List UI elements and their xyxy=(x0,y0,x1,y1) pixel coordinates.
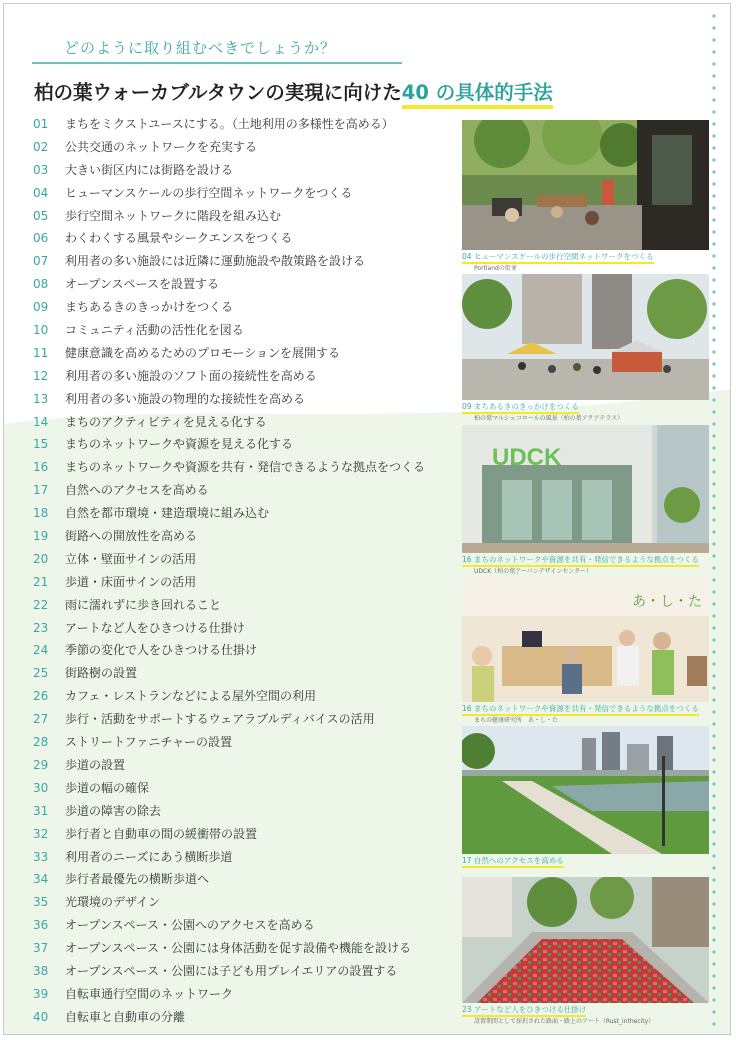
method-item xyxy=(33,708,458,731)
method-list xyxy=(33,113,458,1029)
method-item xyxy=(33,594,458,617)
method-item xyxy=(33,937,458,960)
method-text: 大きい街区内には街路を設ける xyxy=(65,162,234,177)
method-text: 歩行者最優先の横断歩道へ xyxy=(65,872,210,887)
method-item xyxy=(33,983,458,1006)
title-highlight: 40 の具体的手法 xyxy=(402,81,553,109)
method-number: 38 xyxy=(33,963,49,978)
udck-sign: UDCK xyxy=(492,444,562,471)
method-text: アートなど人をひきつける仕掛け xyxy=(65,620,245,635)
method-item xyxy=(33,754,458,777)
method-text: 歩道の設置 xyxy=(65,757,126,772)
photo-caption-4: 16 まちのネットワークや資源を共有・発信できるような拠点をつくる まちの健康研究所 あ・し・た xyxy=(462,704,699,724)
method-text: 立体・壁面サインの活用 xyxy=(65,551,197,566)
photo-caption-5: 17 自然へのアクセスを高める xyxy=(462,856,709,868)
method-text: 光環境のデザイン xyxy=(65,895,161,910)
method-number: 01 xyxy=(33,117,49,131)
method-text: 利用者の多い施設のソフト面の接続性を高める xyxy=(65,368,317,383)
method-number: 27 xyxy=(33,712,49,727)
method-item xyxy=(33,342,458,365)
method-number: 21 xyxy=(33,574,49,589)
method-item xyxy=(33,662,458,685)
method-number: 14 xyxy=(33,414,49,429)
method-item xyxy=(33,479,458,502)
method-number: 15 xyxy=(33,437,49,452)
method-text: オープンスペース・公園には身体活動を促す設備や機能を設ける xyxy=(65,941,411,956)
photo-caption-1: 04 ヒューマンスケールの歩行空間ネットワークをつくる Portlandの街並 xyxy=(462,252,654,272)
method-text: まちのネットワークや資源を共有・発信できるような拠点をつくる xyxy=(65,460,426,475)
method-text: 歩行空間ネットワークに階段を組み込む xyxy=(65,208,282,223)
method-number: 23 xyxy=(33,620,49,635)
method-item xyxy=(33,433,458,456)
method-text: コミュニティ活動の活性化を図る xyxy=(65,323,244,338)
method-item xyxy=(33,456,458,479)
method-number: 11 xyxy=(33,345,49,360)
method-number: 19 xyxy=(33,529,49,544)
method-item xyxy=(33,639,458,662)
method-item xyxy=(33,685,458,708)
method-text: 歩道の障害の除去 xyxy=(65,803,162,818)
method-item xyxy=(33,777,458,800)
method-item xyxy=(33,136,458,159)
method-number: 40 xyxy=(33,1009,49,1024)
photo-street-cafe xyxy=(462,120,709,250)
photo-market xyxy=(462,274,709,400)
method-text: 健康意識を高めるためのプロモーションを展開する xyxy=(65,345,341,360)
method-number: 20 xyxy=(33,551,49,566)
method-number: 33 xyxy=(33,849,49,864)
method-item xyxy=(33,846,458,869)
method-text: わくわくする風景やシークエンスをつくる xyxy=(65,231,293,246)
method-text: 歩行・活動をサポートするウェアラブルディバイスの活用 xyxy=(65,712,375,727)
method-number: 31 xyxy=(33,803,49,818)
method-item xyxy=(33,731,458,754)
method-number: 22 xyxy=(33,597,49,612)
method-number: 05 xyxy=(33,208,49,223)
method-number: 37 xyxy=(33,941,49,956)
method-item xyxy=(33,823,458,846)
method-text: 公共交通のネットワークを充実する xyxy=(65,139,258,154)
method-item xyxy=(33,273,458,296)
method-item xyxy=(33,800,458,823)
method-text: 自然へのアクセスを高める xyxy=(65,483,209,498)
method-text: カフェ・レストランなどによる屋外空間の利用 xyxy=(65,689,317,704)
page-subtitle: どのように取り組むべきでしょうか？ xyxy=(64,39,337,57)
method-item xyxy=(33,388,458,411)
method-item xyxy=(33,525,458,548)
method-number: 24 xyxy=(33,643,49,658)
method-text: 街路樹の設置 xyxy=(65,666,138,681)
method-number: 07 xyxy=(33,254,49,269)
subtitle-underline xyxy=(32,62,402,64)
method-number: 10 xyxy=(33,323,49,338)
method-text: 自転車と自動車の分離 xyxy=(65,1009,186,1024)
method-text: オープンスペース・公園へのアクセスを高める xyxy=(65,918,315,933)
method-text: オープンスペース・公園には子ども用プレイエリアの設置する xyxy=(65,963,398,978)
method-item xyxy=(33,296,458,319)
method-number: 04 xyxy=(33,185,49,200)
method-item xyxy=(33,411,458,434)
page-title xyxy=(34,77,553,105)
method-text: 街路への開放性を高める xyxy=(65,529,198,544)
method-item xyxy=(33,914,458,937)
method-item xyxy=(33,250,458,273)
method-text: 季節の変化で人をひきつける仕掛け xyxy=(65,643,258,658)
method-item xyxy=(33,891,458,914)
method-text: ヒューマンスケールの歩行空間ネットワークをつくる xyxy=(65,185,353,200)
method-item xyxy=(33,159,458,182)
method-number: 03 xyxy=(33,162,49,177)
photo-river-park xyxy=(462,726,709,854)
method-item xyxy=(33,868,458,891)
ashita-sign: あ・し・た xyxy=(632,593,702,609)
method-number: 02 xyxy=(33,139,49,154)
method-number: 13 xyxy=(33,391,49,406)
method-text: 利用者のニーズにあう横断歩道 xyxy=(65,849,233,864)
method-number: 26 xyxy=(33,689,49,704)
method-number: 29 xyxy=(33,757,49,772)
method-number: 28 xyxy=(33,735,49,750)
method-item xyxy=(33,182,458,205)
dotted-border xyxy=(708,10,720,1030)
title-main: 柏の葉ウォーカブルタウンの実現に向けた xyxy=(34,81,402,104)
method-item xyxy=(33,319,458,342)
method-text: まちのネットワークや資源を見える化する xyxy=(65,437,294,452)
method-item xyxy=(33,960,458,983)
method-text: 利用者の多い施設には近隣に運動施設や散策路を設ける xyxy=(65,254,366,269)
method-item xyxy=(33,113,458,136)
photo-caption-2: 09 まちあるきのきっかけをつくる 柏の葉マルシェコロールの風景（柏の葉アクアテラス） xyxy=(462,402,624,422)
method-item xyxy=(33,548,458,571)
method-number: 06 xyxy=(33,231,49,246)
method-text: まちあるきのきっかけをつくる xyxy=(65,300,234,315)
method-item xyxy=(33,617,458,640)
photo-caption-3: 16 まちのネットワークや資源を共有・発信できるような拠点をつくる UDCK（柏の葉アーバンデザインセンター） xyxy=(462,555,699,575)
method-number: 18 xyxy=(33,506,49,521)
method-text: 歩行者と自動車の間の緩衝帯の設置 xyxy=(65,826,258,841)
method-item xyxy=(33,365,458,388)
photo-udck xyxy=(462,425,709,553)
method-number: 36 xyxy=(33,918,49,933)
method-text: 自然を都市環境・建造環境に組み込む xyxy=(65,506,270,521)
method-number: 16 xyxy=(33,460,49,475)
method-text: 歩道・床面サインの活用 xyxy=(65,574,197,589)
photo-street-art xyxy=(462,877,709,1003)
method-text: 雨に濡れずに歩き回れること xyxy=(65,597,222,612)
method-text: 歩道の幅の確保 xyxy=(65,780,150,795)
method-number: 32 xyxy=(33,826,49,841)
method-text: 利用者の多い施設の物理的な接続性を高める xyxy=(65,391,306,406)
method-item xyxy=(33,1006,458,1029)
method-text: まちのアクティビティを見える化する xyxy=(65,414,267,429)
method-number: 09 xyxy=(33,300,49,315)
method-number: 35 xyxy=(33,895,49,910)
method-text: まちをミクストユースにする。（土地利用の多様性を高める） xyxy=(65,117,394,131)
method-text: オープンスペースを設置する xyxy=(65,277,219,292)
method-text: ストリートファニチャーの設置 xyxy=(65,735,233,750)
method-item xyxy=(33,502,458,525)
method-text: 自転車通行空間のネットワーク xyxy=(65,986,234,1001)
method-number: 08 xyxy=(33,277,49,292)
method-item xyxy=(33,227,458,250)
photo-ashita xyxy=(462,576,709,702)
method-number: 25 xyxy=(33,666,49,681)
method-number: 39 xyxy=(33,986,49,1001)
photo-caption-6: 23 アートなど人をひきつける仕掛け 設置期間として採択された路面・路上のアート（Rust_inthecity） xyxy=(462,1005,655,1025)
method-number: 34 xyxy=(33,872,49,887)
page-frame xyxy=(3,3,731,1035)
method-number: 12 xyxy=(33,368,49,383)
method-item xyxy=(33,205,458,228)
method-number: 17 xyxy=(33,483,49,498)
method-item xyxy=(33,571,458,594)
method-number: 30 xyxy=(33,780,49,795)
